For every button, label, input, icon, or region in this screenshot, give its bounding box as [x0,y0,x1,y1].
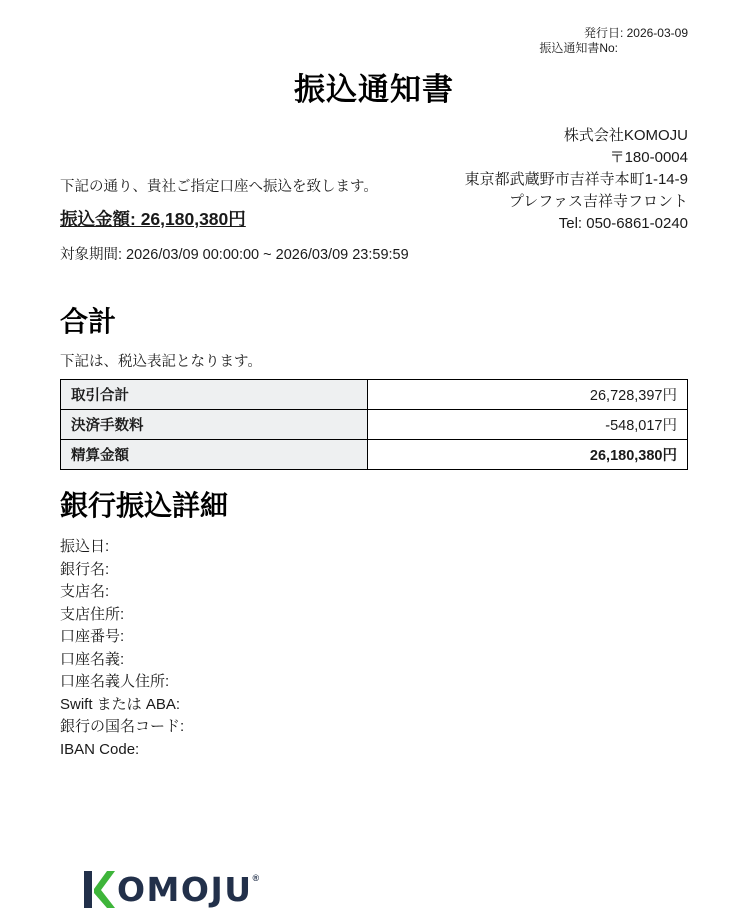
row-value-settlement-fee: -548,017円 [368,410,688,440]
transfer-period: 対象期間: 2026/03/09 00:00:00 ~ 2026/03/09 23:59:59 [60,247,409,263]
transfer-intro-text: 下記の通り、貴社ご指定口座へ振込を致します。 [60,179,378,195]
row-value-settled-amount: 26,180,380円 [368,440,688,470]
notice-number-label: 振込通知書No: [539,41,618,55]
bank-field-country-code: 銀行の国名コード: [60,718,185,735]
row-label-transaction-total: 取引合計 [61,380,368,410]
bank-field-branch-address: 支店住所: [60,605,125,623]
registered-trademark-icon: ® [252,873,260,883]
header-row [60,125,688,264]
issue-date: 発行日: 2026-03-09 [583,26,688,40]
company-address-line1: 東京都武蔵野市吉祥寺本町1-14-9 [464,171,688,188]
table-row [61,440,688,470]
company-tel: Tel: 050-6861-0240 [558,215,688,232]
notice-number [60,41,688,56]
logo-wordmark: OMOJU [117,870,253,909]
table-row [61,410,688,440]
table-row [61,380,688,410]
bank-details-list [60,536,688,761]
company-name: 株式会社KOMOJU [563,127,688,144]
row-label-settled-amount: 精算金額 [61,440,368,470]
bank-field-account-holder: 口座名義: [60,650,125,668]
tax-note: 下記は、税込表記となります。 [60,354,262,370]
company-address-line2: プレファス吉祥寺フロント [508,193,688,210]
bank-field-branch-name: 支店名: [60,583,110,600]
bank-field-account-holder-address: 口座名義人住所: [60,673,170,690]
company-address-block [465,125,688,264]
bank-section-heading: 銀行振込詳細 [60,490,229,521]
row-value-transaction-total: 26,728,397円 [368,380,688,410]
transfer-info [60,125,409,264]
page-title: 振込通知書 [294,72,454,107]
bank-field-iban-code: IBAN Code: [60,740,140,758]
bank-field-account-number: 口座番号: [60,628,125,645]
bank-field-swift-aba: Swift または ABA: [60,695,181,713]
document-meta [60,0,688,56]
komoju-logo [84,871,259,908]
bank-field-transfer-date: 振込日: [60,538,110,555]
bank-field-bank-name: 銀行名: [60,560,110,578]
row-label-settlement-fee: 決済手数料 [61,410,368,440]
summary-table [60,379,688,470]
total-section-heading: 合計 [60,306,117,337]
komoju-k-icon [84,871,115,908]
transfer-amount: 振込金額: 26,180,380円 [60,209,246,229]
company-postal-code: 〒180-0004 [609,149,688,166]
